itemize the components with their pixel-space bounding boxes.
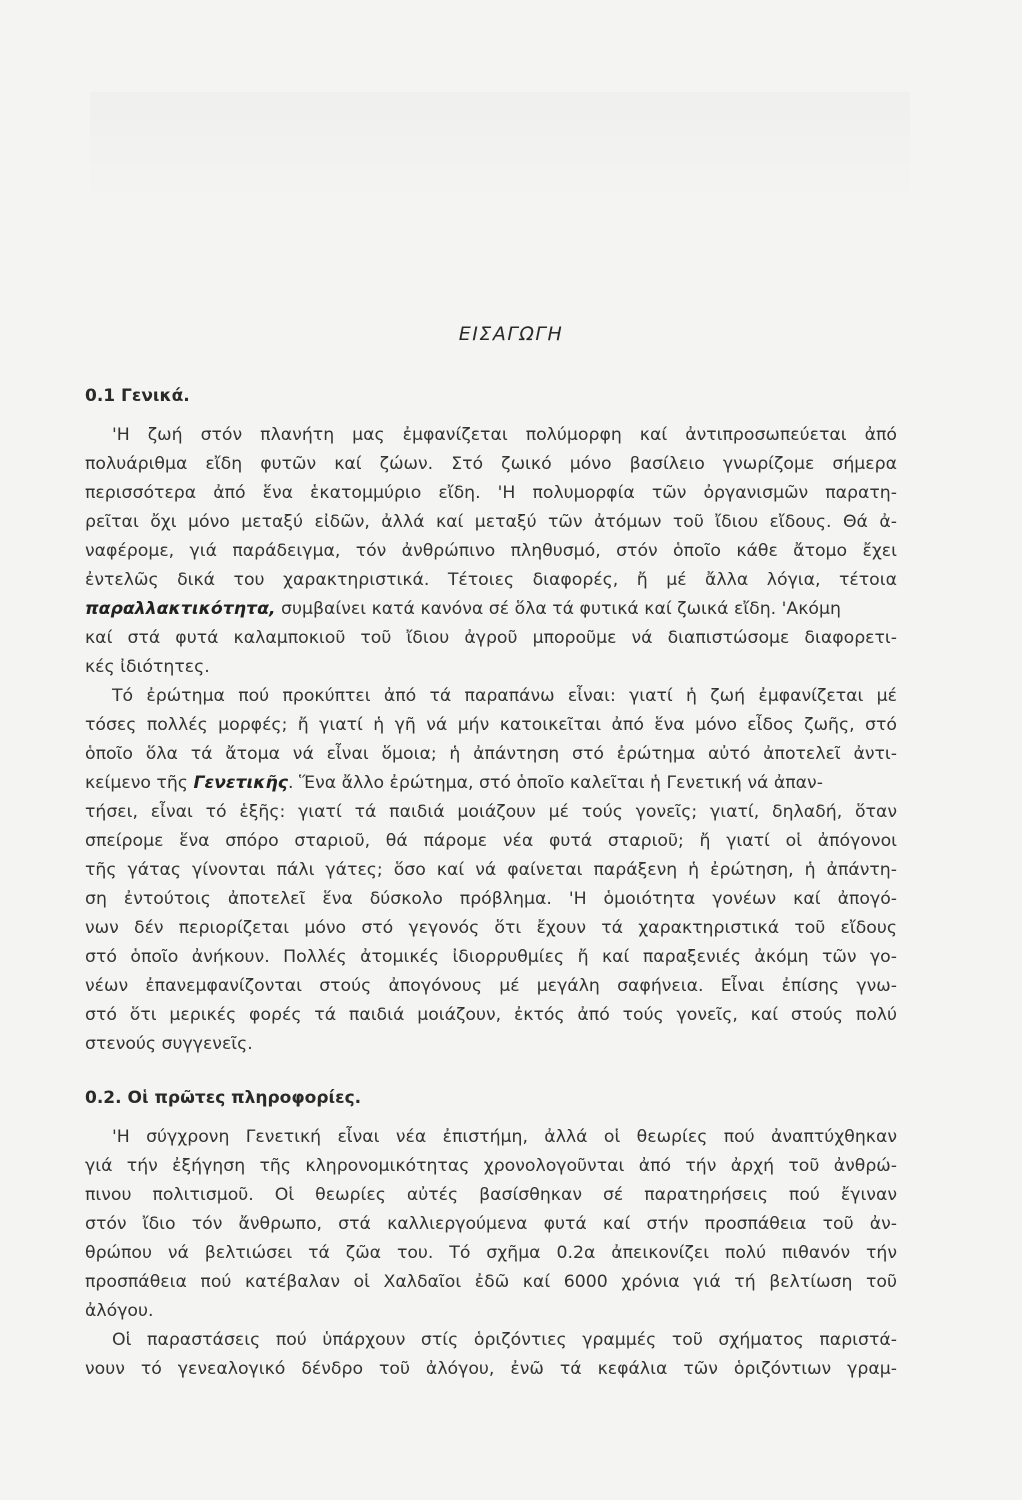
section-heading-0-2: 0.2. Οἱ πρῶτες πληροφορίες.: [85, 1088, 362, 1108]
text-line: τόσες πολλές μορφές; ἤ γιατί ἡ γῆ νά μήν κατοικεῖται ἀπό ἕνα μόνο εἶδος ζωῆς, στό: [85, 715, 897, 735]
text-line: περισσότερα ἀπό ἕνα ἑκατομμύριο εἴδη. 'Η πολυμορφία τῶν ὀργανισμῶν παρατη-: [85, 483, 897, 503]
text-line: σπείρομε ἕνα σπόρο σταριοῦ, θά πάρομε νέα φυτά σταριοῦ; ἤ γιατί οἱ ἀπόγονοι: [85, 831, 897, 851]
text-fragment: . Ἕνα ἄλλο ἐρώτημα, στό ὁποῖο καλεῖται ἡ Γενετική νά ἀπαν-: [288, 773, 823, 793]
text-fragment: κείμενο τῆς: [85, 773, 188, 793]
text-fragment: συμβαίνει κατά κανόνα σέ ὅλα τά φυτικά καί ζωικά εἴδη. 'Ακόμη: [281, 599, 841, 619]
text-line: τήσει, εἶναι τό ἑξῆς: γιατί τά παιδιά μοιάζουν μέ τούς γονεῖς; γιατί, δηλαδή, ὅταν: [85, 802, 897, 822]
text-line: τῆς γάτας γίνονται πάλι γάτες; ὅσο καί νά φαίνεται παράξενη ἡ ἐρώτηση, ἡ ἀπάντη-: [85, 860, 897, 880]
section-heading-0-1: 0.1 Γενικά.: [85, 386, 190, 406]
text-line: 'Η ζωή στόν πλανήτη μας ἐμφανίζεται πολύμορφη καί ἀντιπροσωπεύεται ἀπό: [112, 425, 897, 445]
text-line: προσπάθεια πού κατέβαλαν οἱ Χαλδαῖοι ἐδῶ καί 6000 χρόνια γιά τή βελτίωση τοῦ: [85, 1272, 897, 1292]
text-line: στό ὁποῖο ἀνήκουν. Πολλές ἀτομικές ἰδιορρυθμίες ἤ καί παραξενιές ἀκόμη τῶν γο-: [85, 947, 897, 967]
text-line: στόν ἴδιο τόν ἄνθρωπο, στά καλλιεργούμενα φυτά καί στήν προσπάθεια τοῦ ἀν-: [85, 1214, 897, 1234]
text-line: Οἱ παραστάσεις πού ὑπάρχουν στίς ὁριζόντιες γραμμές τοῦ σχήματος παριστά-: [112, 1330, 897, 1350]
text-line: [85, 598, 897, 620]
text-line: καί στά φυτά καλαμποκιοῦ τοῦ ἴδιου ἀγροῦ μποροῦμε νά διαπιστώσομε διαφορετι-: [85, 628, 897, 648]
text-line: στό ὅτι μερικές φορές τά παιδιά μοιάζουν, ἐκτός ἀπό τούς γονεῖς, καί στούς πολύ: [85, 1005, 897, 1025]
text-line: νουν τό γενεαλογικό δένδρο τοῦ ἀλόγου, ἐνῶ τά κεφάλια τῶν ὁριζόντιων γραμ-: [85, 1359, 897, 1379]
text-line: ρεῖται ὄχι μόνο μεταξύ εἰδῶν, ἀλλά καί μεταξύ τῶν ἀτόμων τοῦ ἴδιου εἴδους. Θά ἀ-: [85, 512, 897, 532]
emphasis-term: παραλλακτικότητα,: [85, 599, 276, 619]
text-line: πινου πολιτισμοῦ. Οἱ θεωρίες αὐτές βασίσθηκαν σέ παρατηρήσεις πού ἔγιναν: [85, 1185, 897, 1205]
text-line: πολυάριθμα εἴδη φυτῶν καί ζώων. Στό ζωικό μόνο βασίλειο γνωρίζομε σήμερα: [85, 454, 897, 474]
chapter-title: ΕΙΣΑΓΩΓΗ: [458, 323, 564, 345]
text-line: Τό ἐρώτημα πού προκύπτει ἀπό τά παραπάνω εἶναι: γιατί ἡ ζωή ἐμφανίζεται μέ: [112, 686, 897, 706]
text-line: ὁποῖο ὅλα τά ἄτομα νά εἶναι ὅμοια; ἡ ἀπάντηση στό ἐρώτημα αὐτό ἀποτελεῖ ἀντι-: [85, 744, 897, 764]
text-line: θρώπου νά βελτιώσει τά ζῶα του. Τό σχῆμα 0.2α ἀπεικονίζει πολύ πιθανόν τήν: [85, 1243, 897, 1263]
text-line: ση ἐντούτοις ἀποτελεῖ ἕνα δύσκολο πρόβλημα. 'Η ὁμοιότητα γονέων καί ἀπογό-: [85, 889, 897, 909]
show-through-shadow: [90, 92, 910, 212]
emphasis-term: Γενετικῆς: [193, 773, 289, 793]
text-line: ναφέρομε, γιά παράδειγμα, τόν ἀνθρώπινο πληθυσμό, στόν ὁποῖο κάθε ἄτομο ἔχει: [85, 541, 897, 561]
text-line: ἐντελῶς δικά του χαρακτηριστικά. Τέτοιες διαφορές, ἤ μέ ἄλλα λόγια, τέτοια: [85, 570, 897, 590]
text-line: γιά τήν ἐξήγηση τῆς κληρονομικότητας χρονολογοῦνται ἀπό τήν ἀρχή τοῦ ἀνθρώ-: [85, 1156, 897, 1176]
text-line: [85, 772, 897, 794]
text-line: 'Η σύγχρονη Γενετική εἶναι νέα ἐπιστήμη, ἀλλά οἱ θεωρίες πού ἀναπτύχθηκαν: [112, 1127, 897, 1147]
text-line: ἀλόγου.: [85, 1301, 154, 1321]
text-line: νέων ἐπανεμφανίζονται στούς ἀπογόνους μέ μεγάλη σαφήνεια. Εἶναι ἐπίσης γνω-: [85, 976, 897, 996]
text-line: νων δέν περιορίζεται μόνο στό γεγονός ὅτι ἔχουν τά χαρακτηριστικά τοῦ εἴδους: [85, 918, 897, 938]
text-line: στενούς συγγενεῖς.: [85, 1034, 253, 1054]
text-line: κές ἰδιότητες.: [85, 657, 210, 677]
